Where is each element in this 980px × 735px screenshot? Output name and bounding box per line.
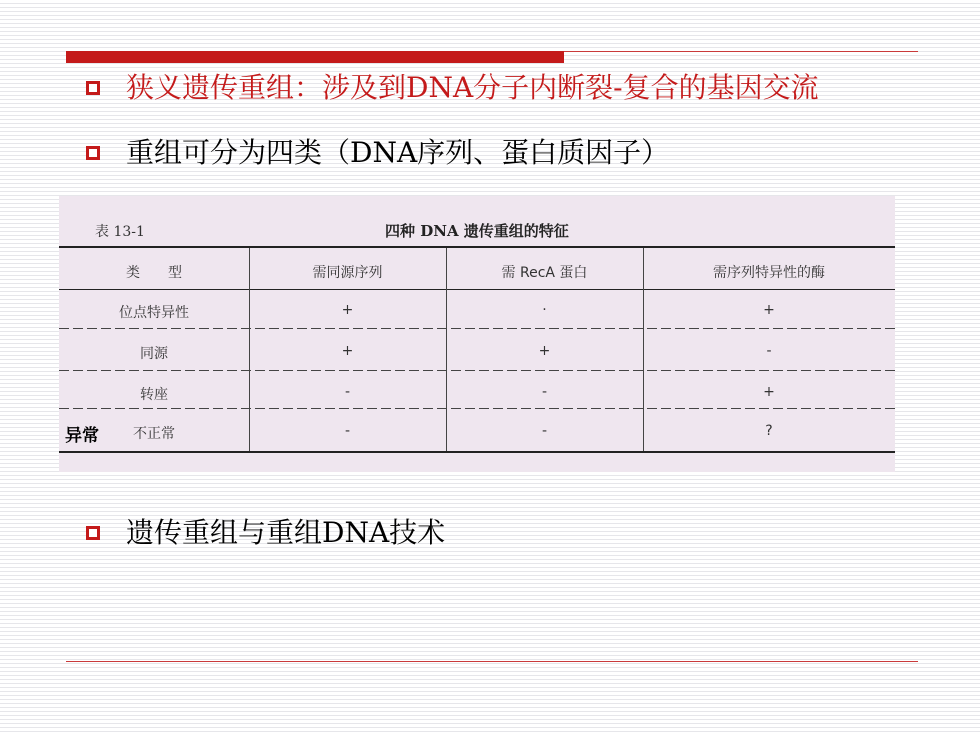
table-cell: - <box>344 423 351 439</box>
table-cell: 同源 <box>140 346 168 362</box>
table-row-divider <box>59 408 895 409</box>
table-cell: - <box>766 343 772 359</box>
table-header-homology: 需同源序列 <box>312 265 383 281</box>
recombination-table-image <box>59 196 895 472</box>
table-header-enzyme: 需序列特异性的酶 <box>713 265 825 281</box>
square-bullet-icon <box>86 81 100 95</box>
table-number: 表 13-1 <box>95 224 145 240</box>
table-cell: + <box>538 343 551 359</box>
table-cell: ? <box>765 423 773 439</box>
table-cell: - <box>541 384 548 400</box>
bullet-item-3 <box>86 516 446 549</box>
table-cell: + <box>763 384 775 400</box>
table-top-rule <box>59 246 895 248</box>
table-caption: 四种 DNA 遗传重组的特征 <box>385 222 569 240</box>
table-cell: 不正常 <box>133 426 175 442</box>
table-bottom-rule <box>59 451 895 453</box>
table-cell: + <box>341 302 354 318</box>
footer-divider-line <box>66 661 918 662</box>
bullet-item-2 <box>86 136 670 169</box>
table-cell: + <box>341 343 354 359</box>
bullet-text: 狭义遗传重组：涉及到DNA分子内断裂-复合的基因交流 <box>126 71 819 104</box>
table-header-type: 类 型 <box>126 265 182 281</box>
table-header-reca: 需 RecA 蛋白 <box>501 265 588 281</box>
square-bullet-icon <box>86 146 100 160</box>
table-cell: - <box>344 384 351 400</box>
table-cell: 位点特异性 <box>119 305 189 321</box>
table-cell: · <box>542 302 547 318</box>
title-accent-bar <box>66 51 564 63</box>
abnormal-annotation: 异常 <box>65 426 99 446</box>
table-cell: 转座 <box>140 387 168 403</box>
table-row-divider <box>59 328 895 329</box>
table-header-rule <box>59 289 895 290</box>
bullet-text: 遗传重组与重组DNA技术 <box>126 516 446 549</box>
table-cell: + <box>763 302 775 318</box>
table-row-divider <box>59 370 895 371</box>
bullet-text: 重组可分为四类（DNA序列、蛋白质因子） <box>126 136 670 169</box>
table-cell: - <box>541 423 548 439</box>
bullet-item-1 <box>86 71 819 104</box>
square-bullet-icon <box>86 526 100 540</box>
